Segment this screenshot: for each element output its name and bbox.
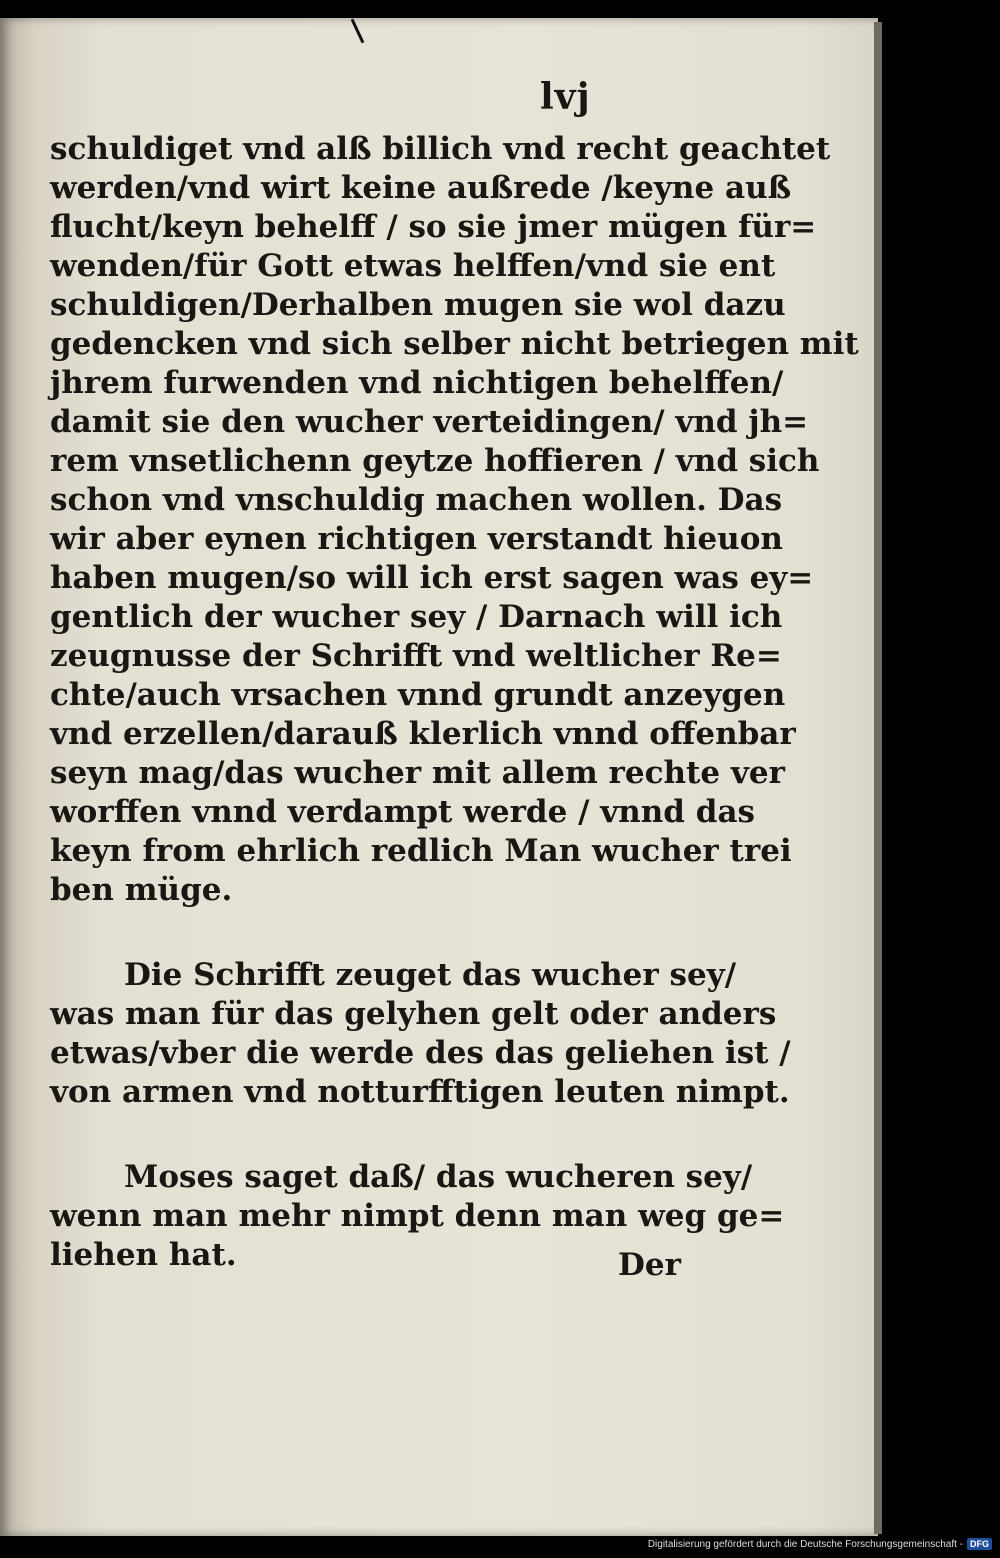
- text-line: schuldiget vnd alß billich vnd recht geachtet: [50, 131, 831, 167]
- text-line: chte/auch vrsachen vnnd grundt anzeygen: [50, 677, 786, 713]
- text-line: Moses saget daß/ das wucheren sey/: [124, 1159, 753, 1195]
- dfg-logo-icon: DFG: [967, 1538, 992, 1550]
- paragraph-2: [50, 956, 791, 1112]
- text-line: werden/vnd wirt keine außrede /keyne auß: [50, 170, 792, 206]
- funding-notice: Digitalisierung gefördert durch die Deutsche Forschungsgemeinschaft -: [647, 1538, 963, 1550]
- text-line: ben müge.: [50, 872, 233, 908]
- text-line: damit sie den wucher verteidingen/ vnd jh=: [50, 404, 809, 440]
- text-line: seyn mag/das wucher mit allem rechte ver: [50, 755, 785, 791]
- text-line: wenn man mehr nimpt denn man weg ge=: [50, 1198, 785, 1234]
- text-line: keyn from ehrlich redlich Man wucher trei: [50, 833, 792, 869]
- folio-number: lvj: [540, 76, 591, 118]
- text-line: jhrem furwenden vnd nichtigen behelffen/: [50, 365, 784, 401]
- text-line: was man für das gelyhen gelt oder anders: [50, 996, 777, 1032]
- text-line: schuldigen/Derhalben mugen sie wol dazu: [50, 287, 786, 323]
- text-line: liehen hat.: [50, 1237, 237, 1273]
- text-line: Die Schrifft zeuget das wucher sey/: [124, 957, 737, 993]
- text-line: rem vnsetlichenn geytze hoffieren / vnd sich: [50, 443, 820, 479]
- paragraph-gap: [50, 910, 695, 956]
- text-line: schon vnd vnschuldig machen wollen. Das: [50, 482, 783, 518]
- text-line: gedencken vnd sich selber nicht betriegen mit: [50, 326, 859, 362]
- text-line: wenden/für Gott etwas helffen/vnd sie ent: [50, 248, 776, 284]
- text-block: [50, 130, 859, 1275]
- text-line: worffen vnnd verdampt werde / vnnd das: [50, 794, 755, 830]
- text-line: gentlich der wucher sey / Darnach will ich: [50, 599, 783, 635]
- text-line: wir aber eynen richtigen verstandt hieuon: [50, 521, 783, 557]
- text-line: etwas/vber die werde des das geliehen ist /: [50, 1035, 791, 1071]
- paragraph-1: [50, 130, 859, 910]
- paragraph-3: [50, 1158, 785, 1275]
- text-line: von armen vnd notturfftigen leuten nimpt.: [50, 1074, 790, 1110]
- paragraph-gap: [50, 1112, 695, 1158]
- text-line: haben mugen/so will ich erst sagen was ey=: [50, 560, 814, 596]
- text-line: flucht/keyn behelff / so sie jmer mügen für=: [50, 209, 817, 245]
- funding-footer: [648, 1538, 992, 1550]
- text-line: vnd erzellen/darauß klerlich vnnd offenbar: [50, 716, 796, 752]
- text-line: zeugnusse der Schrifft vnd weltlicher Re=: [50, 638, 782, 674]
- page-edge: [874, 22, 882, 1534]
- catchword: Der: [618, 1247, 681, 1283]
